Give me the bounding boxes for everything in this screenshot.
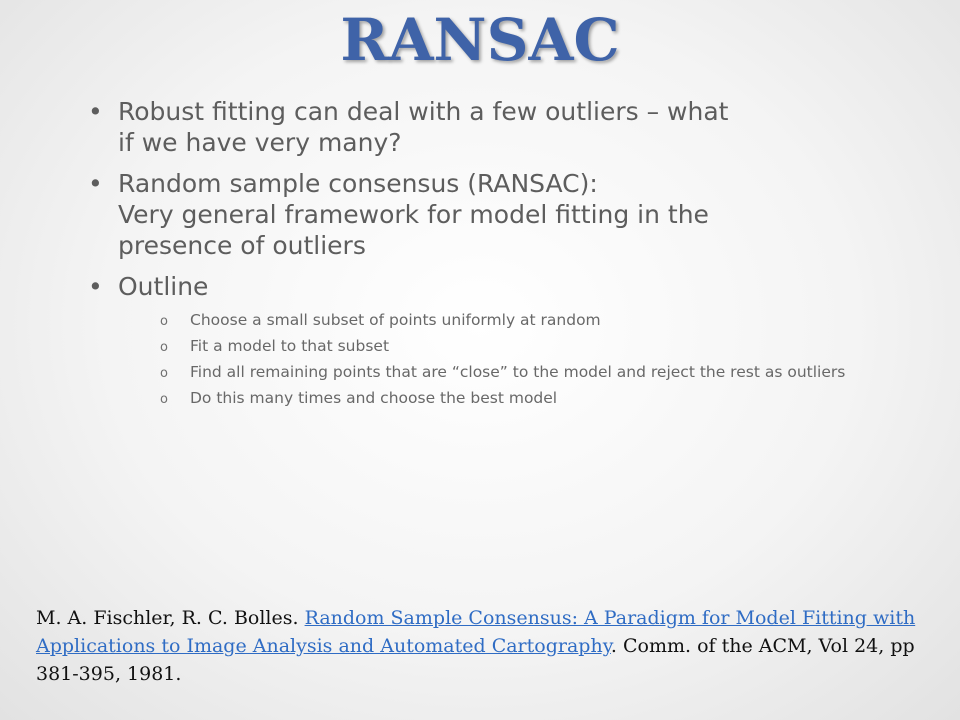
citation-source: . Comm. of the ACM, Vol 24, pp 381-395, 1981.: [36, 635, 915, 685]
sub-bullet-text: Fit a model to that subset: [190, 337, 390, 355]
bullet-marker: •: [88, 272, 103, 301]
sub-bullet-text: Do this many times and choose the best model: [190, 389, 558, 407]
bullet-list: [88, 96, 878, 418]
bullet-line: presence of outliers: [118, 231, 366, 260]
citation-authors: M. A. Fischler, R. C. Bolles.: [36, 607, 305, 629]
sub-bullet-item: [160, 362, 878, 382]
bullet-marker: •: [88, 97, 103, 126]
bullet-line: Random sample consensus (RANSAC):: [118, 169, 598, 198]
sub-bullet-marker: o: [160, 366, 168, 381]
bullet-item: [88, 271, 878, 408]
sub-bullet-item: [160, 388, 878, 408]
sub-bullet-marker: o: [160, 340, 168, 355]
bullet-line: Very general framework for model fitting in the: [118, 200, 709, 229]
bullet-line: Robust fitting can deal with a few outliers – what: [118, 97, 729, 126]
citation-paper-link[interactable]: Random Sample Consensus: A Paradigm for Model Fitting with Applications to Image Analysis and Automated Cartography: [36, 607, 916, 657]
bullet-line: if we have very many?: [118, 128, 402, 157]
bullet-marker: •: [88, 169, 103, 198]
sub-bullet-text: Find all remaining points that are “close” to the model and reject the rest as outliers: [190, 363, 846, 381]
sub-bullet-marker: o: [160, 392, 168, 407]
slide-title: RANSAC: [340, 6, 620, 74]
sub-bullet-list: [118, 310, 878, 408]
sub-bullet-marker: o: [160, 314, 168, 329]
citation: [36, 604, 936, 688]
bullet-item: [88, 96, 878, 158]
bullet-item: [88, 168, 878, 261]
sub-bullet-item: [160, 310, 878, 330]
sub-bullet-text: Choose a small subset of points uniformly at random: [190, 311, 601, 329]
sub-bullet-item: [160, 336, 878, 356]
bullet-line: Outline: [118, 272, 209, 301]
